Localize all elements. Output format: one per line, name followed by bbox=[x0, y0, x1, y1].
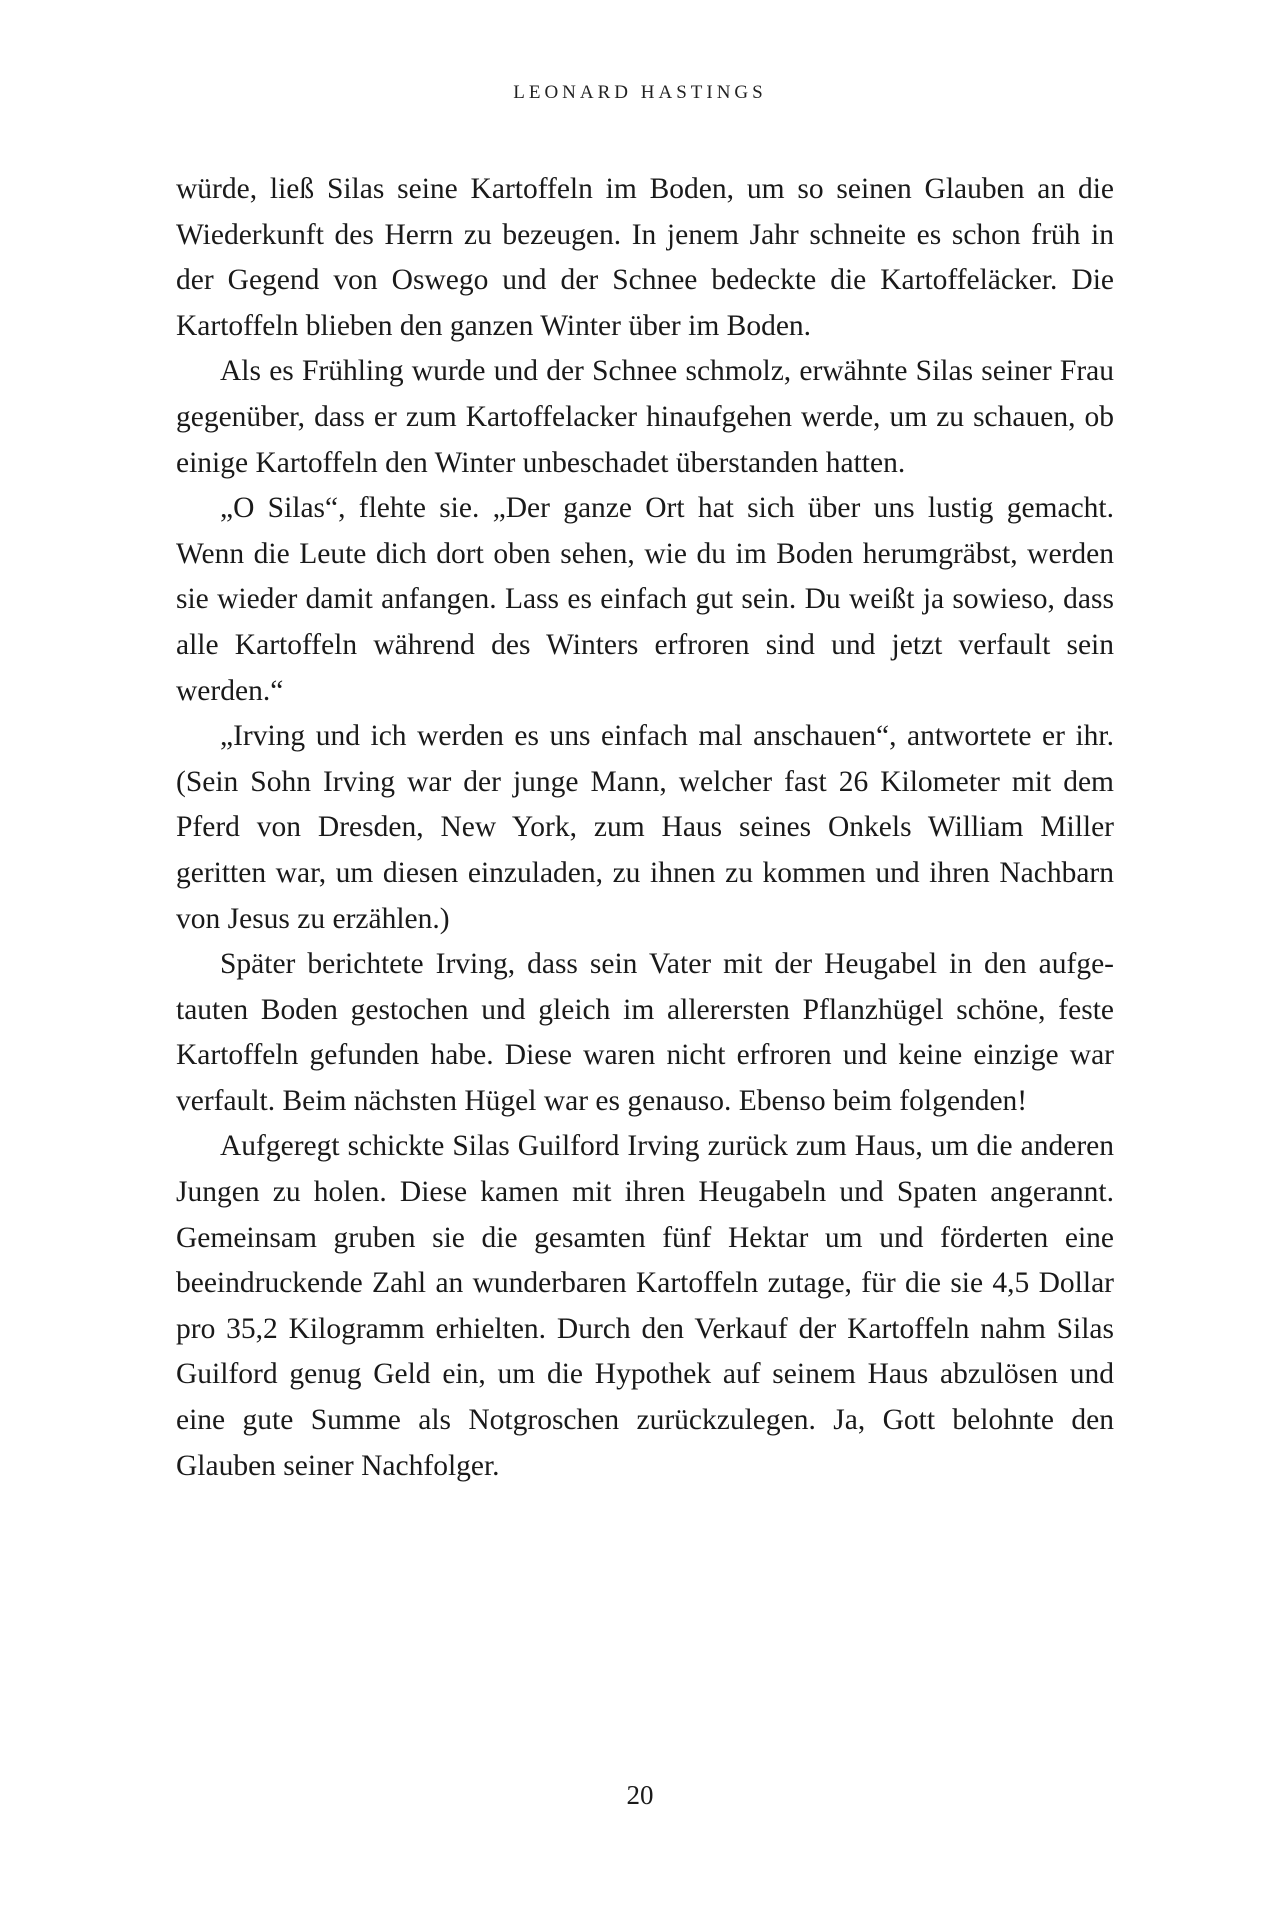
paragraph-4: „Irving und ich werden es uns einfach mal anschauen“, antwortete er ihr. (Sein Sohn Irving war der junge Mann, welcher fast 26 Kilometer mit dem Pferd von Dresden, New York, zum Haus seines Onkels William Miller geritten war, um diesen einzuladen, zu ihnen zu kommen und ihren Nachbarn von Jesus zu erzählen.) bbox=[176, 720, 1114, 935]
paragraph-3: „O Silas“, flehte sie. „Der ganze Ort hat sich über uns lustig gemacht. Wenn die Leute dich dort oben sehen, wie du im Boden herumgräbst, werden sie wieder damit anfangen. Lass es einfach gut sein. Du weißt ja sowieso, dass alle Kartoffeln während des Winters erfroren sind und jetzt verfault sein werden.“ bbox=[176, 492, 1114, 707]
body-text bbox=[176, 167, 1114, 1489]
paragraph-5: Später berichtete Irving, dass sein Vater mit der Heugabel in den aufgetauten Boden gestochen und gleich im allerersten Pflanzhügel schöne, feste Kartoffeln gefunden habe. Diese waren nicht erfroren und keine einzige war verfault. Beim nächsten Hügel war es genauso. Ebenso beim folgenden! bbox=[176, 948, 1114, 1117]
page-number: 20 bbox=[626, 1780, 654, 1810]
running-header: LEONARD HASTINGS bbox=[513, 82, 767, 103]
paragraph-6: Aufgeregt schickte Silas Guilford Irving zurück zum Haus, um die anderen Jungen zu holen. Diese kamen mit ihren Heugabeln und Spaten angerannt. Gemeinsam gruben sie die gesamten fünf Hektar um und förderten eine beeindruckende Zahl an wunderbaren Kartoffeln zutage, für die sie 4,5 Dollar pro 35,2 Kilogramm erhielten. Durch den Verkauf der Kartoffeln nahm Silas Guilford genug Geld ein, um die Hypothek auf seinem Haus abzulösen und eine gute Summe als Notgroschen zurückzulegen. Ja, Gott belohnte den Glauben seiner Nachfolger. bbox=[176, 1130, 1114, 1482]
paragraph-2: Als es Frühling wurde und der Schnee schmolz, erwähnte Silas seiner Frau gegenüber, dass er zum Kartoffelacker hinaufgehen werde, um zu schauen, ob einige Kartoffeln den Winter unbeschadet überstanden hatten. bbox=[176, 355, 1114, 479]
paragraph-1: würde, ließ Silas seine Kartoffeln im Boden, um so seinen Glauben an die Wiederkunft des Herrn zu bezeugen. In jenem Jahr schneite es schon früh in der Gegend von Oswego und der Schnee bedeckte die Kartoffeläcker. Die Kartoffeln blieben den ganzen Winter über im Boden. bbox=[176, 173, 1114, 342]
